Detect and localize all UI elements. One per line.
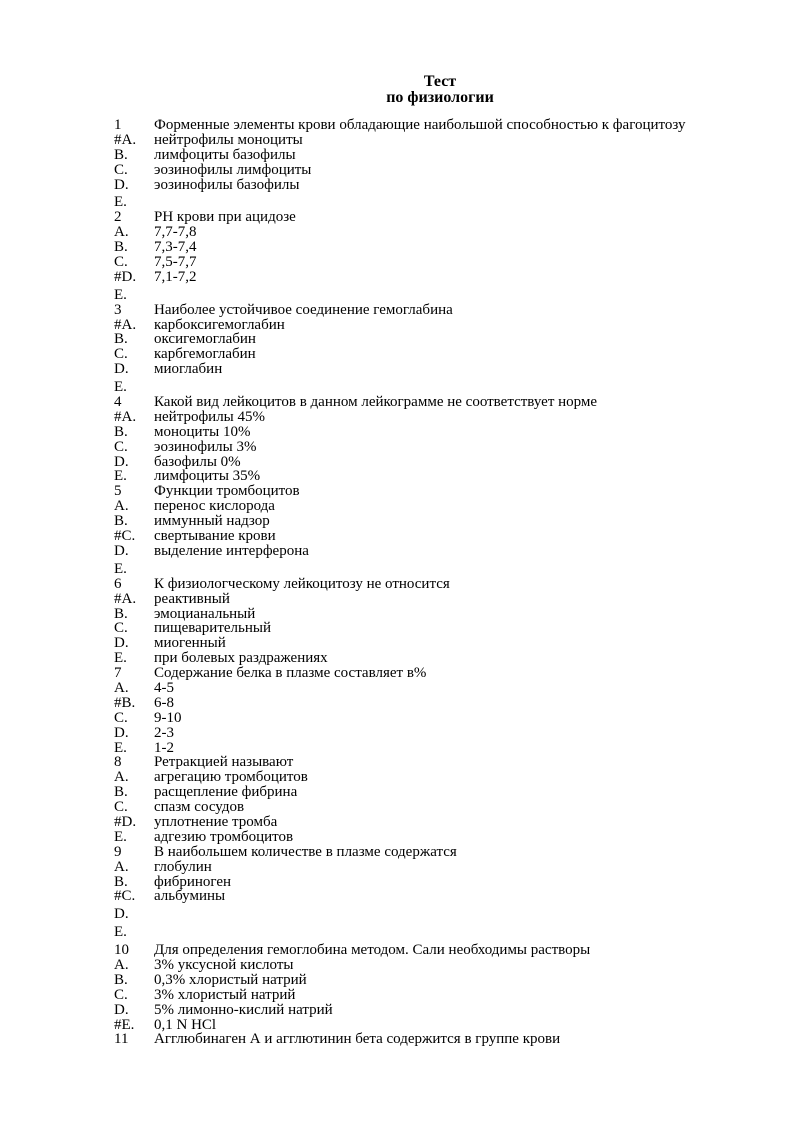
question-text: Форменные элементы крови обладающие наибольшой способностью к фагоцитозу bbox=[154, 117, 686, 133]
option-text: 9-10 bbox=[154, 709, 182, 726]
answer-option bbox=[114, 240, 794, 255]
question-text: К физиологческому лейкоцитозу не относится bbox=[154, 575, 450, 592]
answer-option bbox=[114, 741, 794, 756]
option-label: B. bbox=[114, 784, 128, 801]
option-text: иммунный надзор bbox=[154, 513, 270, 530]
option-text: расщепление фибрина bbox=[154, 784, 298, 801]
answer-option bbox=[114, 380, 794, 395]
option-label: #E. bbox=[114, 1016, 135, 1033]
answer-option bbox=[114, 711, 794, 726]
option-label: C. bbox=[114, 709, 128, 726]
answer-option bbox=[114, 973, 794, 988]
answer-option bbox=[114, 636, 794, 651]
option-text: спазм сосудов bbox=[154, 799, 245, 816]
option-text: эозинофилы базофилы bbox=[154, 176, 300, 193]
option-label: D. bbox=[114, 1001, 129, 1018]
option-label: #B. bbox=[114, 694, 136, 711]
question-number: 11 bbox=[114, 1031, 129, 1048]
option-label: #D. bbox=[114, 268, 137, 285]
question-text: В наибольшем количестве в плазме содержатся bbox=[154, 843, 457, 860]
option-label: B. bbox=[114, 605, 128, 622]
option-label: A. bbox=[114, 769, 129, 786]
answer-option bbox=[114, 889, 794, 904]
option-label: D. bbox=[114, 906, 129, 923]
question-line bbox=[114, 484, 794, 499]
option-label: E. bbox=[114, 828, 127, 845]
answer-option bbox=[114, 178, 794, 193]
option-label: D. bbox=[114, 176, 129, 193]
option-text: 2-3 bbox=[154, 724, 174, 741]
question-number: 10 bbox=[114, 942, 129, 959]
option-text: агрегацию тромбоцитов bbox=[154, 769, 308, 786]
option-label: E. bbox=[114, 650, 127, 667]
answer-option bbox=[114, 362, 794, 377]
option-label: D. bbox=[114, 635, 129, 652]
option-label: B. bbox=[114, 146, 128, 163]
answer-option bbox=[114, 499, 794, 514]
option-text: глобулин bbox=[154, 858, 212, 875]
option-text: нейтрофилы 45% bbox=[154, 408, 266, 425]
option-text: при болевых раздражениях bbox=[154, 650, 328, 667]
option-label: #A. bbox=[114, 316, 137, 333]
option-label: D. bbox=[114, 542, 129, 559]
answer-option bbox=[114, 785, 794, 800]
answer-option bbox=[114, 651, 794, 666]
answer-option bbox=[114, 800, 794, 815]
question-line bbox=[114, 755, 794, 770]
answer-option bbox=[114, 925, 794, 940]
answer-option bbox=[114, 425, 794, 440]
question-line bbox=[114, 577, 794, 592]
option-label: A. bbox=[114, 858, 129, 875]
answer-option bbox=[114, 621, 794, 636]
option-text: 1-2 bbox=[154, 739, 174, 756]
option-label: E. bbox=[114, 194, 127, 211]
answer-option bbox=[114, 907, 794, 922]
answer-option bbox=[114, 988, 794, 1003]
option-text: лимфоциты базофилы bbox=[154, 146, 296, 163]
option-label: B. bbox=[114, 873, 128, 890]
answer-option bbox=[114, 592, 794, 607]
option-label: C. bbox=[114, 254, 128, 271]
option-label: B. bbox=[114, 239, 128, 256]
option-text: 7,7-7,8 bbox=[154, 224, 197, 241]
option-text: лимфоциты 35% bbox=[154, 468, 261, 485]
option-label: A. bbox=[114, 224, 129, 241]
question-line bbox=[114, 118, 794, 133]
option-label: C. bbox=[114, 438, 128, 455]
answer-option bbox=[114, 607, 794, 622]
answer-option bbox=[114, 681, 794, 696]
option-label: #C. bbox=[114, 888, 136, 905]
option-text: эозинофилы лимфоциты bbox=[154, 161, 312, 178]
option-label: #A. bbox=[114, 590, 137, 607]
question-line bbox=[114, 303, 794, 318]
document-title: Тест bbox=[423, 73, 457, 90]
question-line bbox=[114, 210, 794, 225]
option-label: D. bbox=[114, 361, 129, 378]
answer-option bbox=[114, 469, 794, 484]
answer-option bbox=[114, 270, 794, 285]
option-text: альбумины bbox=[154, 888, 226, 905]
question-number: 9 bbox=[114, 843, 122, 860]
option-label: #D. bbox=[114, 813, 137, 830]
question-text: Для определения гемоглобина методом. Сали необходимы растворы bbox=[154, 942, 591, 959]
option-text: миогенный bbox=[154, 635, 226, 652]
option-text: выделение интерферона bbox=[154, 542, 309, 559]
answer-option bbox=[114, 133, 794, 148]
option-label: E. bbox=[114, 924, 127, 941]
answer-option bbox=[114, 410, 794, 425]
option-label: B. bbox=[114, 423, 128, 440]
answer-option bbox=[114, 255, 794, 270]
option-text: 6-8 bbox=[154, 694, 174, 711]
answer-option bbox=[114, 332, 794, 347]
answer-option bbox=[114, 440, 794, 455]
option-text: эмоцианальный bbox=[154, 605, 256, 622]
option-text: 7,1-7,2 bbox=[154, 268, 197, 285]
question-list bbox=[114, 118, 794, 1047]
option-text: уплотнение тромба bbox=[154, 813, 278, 830]
option-label: B. bbox=[114, 513, 128, 530]
option-text: 5% лимонно-кислий натрий bbox=[154, 1001, 333, 1018]
option-text: адгезию тромбоцитов bbox=[154, 828, 294, 845]
option-text: реактивный bbox=[154, 590, 230, 607]
option-text: 7,5-7,7 bbox=[154, 254, 197, 271]
option-text: моноциты 10% bbox=[154, 423, 251, 440]
option-label: D. bbox=[114, 453, 129, 470]
answer-option bbox=[114, 875, 794, 890]
option-label: A. bbox=[114, 679, 129, 696]
question-line bbox=[114, 666, 794, 681]
question-number: 3 bbox=[114, 301, 122, 318]
answer-option bbox=[114, 163, 794, 178]
question-number: 7 bbox=[114, 665, 122, 682]
option-text: 7,3-7,4 bbox=[154, 239, 197, 256]
option-text: 0,3% хлористый натрий bbox=[154, 971, 307, 988]
question-line bbox=[114, 943, 794, 958]
document-subtitle: по физиологии bbox=[386, 89, 494, 106]
answer-option bbox=[114, 1003, 794, 1018]
question-line bbox=[114, 1032, 794, 1047]
option-text: фибриноген bbox=[154, 873, 232, 890]
answer-option bbox=[114, 958, 794, 973]
question-line bbox=[114, 395, 794, 410]
answer-option bbox=[114, 514, 794, 529]
answer-option bbox=[114, 225, 794, 240]
question-number: 2 bbox=[114, 209, 122, 226]
answer-option bbox=[114, 830, 794, 845]
option-text: 3% уксусной кислоты bbox=[154, 956, 294, 973]
answer-option bbox=[114, 148, 794, 163]
answer-option bbox=[114, 318, 794, 333]
option-label: #C. bbox=[114, 528, 136, 545]
answer-option bbox=[114, 195, 794, 210]
question-text: Ретракцией называют bbox=[154, 754, 294, 771]
option-text: 4-5 bbox=[154, 679, 174, 696]
option-label: E. bbox=[114, 468, 127, 485]
answer-option bbox=[114, 860, 794, 875]
option-label: E. bbox=[114, 286, 127, 303]
option-label: A. bbox=[114, 498, 129, 515]
option-text: пищеварительный bbox=[154, 620, 272, 637]
question-number: 4 bbox=[114, 394, 122, 411]
question-text: Наиболее устойчивое соединение гемоглабина bbox=[154, 301, 453, 318]
question-text: Какой вид лейкоцитов в данном лейкограмме не соответствует норме bbox=[154, 394, 598, 411]
option-label: C. bbox=[114, 986, 128, 1003]
option-label: B. bbox=[114, 971, 128, 988]
answer-option bbox=[114, 347, 794, 362]
option-text: миоглабин bbox=[154, 361, 223, 378]
question-number: 8 bbox=[114, 754, 122, 771]
question-text: Функции тромбоцитов bbox=[154, 483, 300, 500]
option-text: нейтрофилы моноциты bbox=[154, 131, 303, 148]
question-text: РН крови при ацидозе bbox=[154, 209, 296, 226]
option-text: карбоксигемоглабин bbox=[154, 316, 285, 333]
option-text: карбгемоглабин bbox=[154, 346, 256, 363]
option-text: 3% хлористый натрий bbox=[154, 986, 296, 1003]
question-number: 5 bbox=[114, 483, 122, 500]
option-label: C. bbox=[114, 620, 128, 637]
question-number: 6 bbox=[114, 575, 122, 592]
option-text: перенос кислорода bbox=[154, 498, 275, 515]
question-text: Агглюбинаген А и агглютинин бета содержится в группе крови bbox=[154, 1031, 561, 1048]
answer-option bbox=[114, 726, 794, 741]
option-label: E. bbox=[114, 379, 127, 396]
answer-option bbox=[114, 544, 794, 559]
option-label: E. bbox=[114, 560, 127, 577]
option-label: #A. bbox=[114, 131, 137, 148]
option-label: C. bbox=[114, 346, 128, 363]
option-text: свертывание крови bbox=[154, 528, 276, 545]
option-text: эозинофилы 3% bbox=[154, 438, 257, 455]
option-label: E. bbox=[114, 739, 127, 756]
option-text: базофилы 0% bbox=[154, 453, 241, 470]
question-line bbox=[114, 845, 794, 860]
option-label: D. bbox=[114, 724, 129, 741]
option-label: B. bbox=[114, 331, 128, 348]
answer-option bbox=[114, 1018, 794, 1033]
option-label: C. bbox=[114, 161, 128, 178]
option-text: 0,1 N HCl bbox=[154, 1016, 217, 1033]
option-text: оксигемоглабин bbox=[154, 331, 256, 348]
option-label: #A. bbox=[114, 408, 137, 425]
answer-option bbox=[114, 815, 794, 830]
question-number: 1 bbox=[114, 117, 122, 133]
option-label: C. bbox=[114, 799, 128, 816]
option-label: A. bbox=[114, 956, 129, 973]
answer-option bbox=[114, 770, 794, 785]
answer-option bbox=[114, 288, 794, 303]
question-text: Содержание белка в плазме составляет в% bbox=[154, 665, 427, 682]
answer-option bbox=[114, 562, 794, 577]
answer-option bbox=[114, 696, 794, 711]
answer-option bbox=[114, 455, 794, 470]
answer-option bbox=[114, 529, 794, 544]
